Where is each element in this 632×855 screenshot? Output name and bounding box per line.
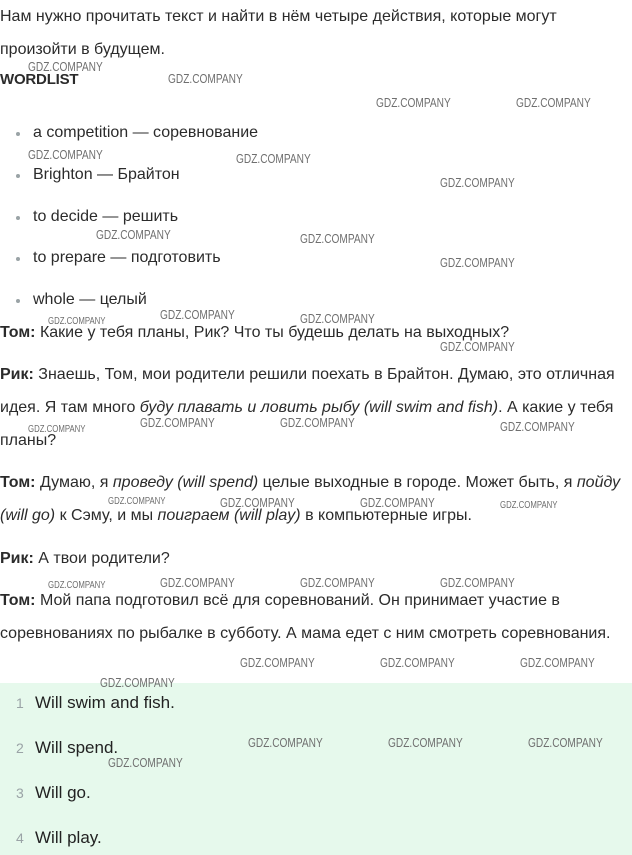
dialogue-line-rick-2 — [0, 542, 628, 575]
bullet-icon — [16, 132, 20, 136]
watermark: GDZ.COMPANY — [28, 424, 86, 435]
list-item-text: a competition — соревнование — [33, 124, 259, 141]
wordlist-heading: WORDLIST — [0, 71, 79, 88]
watermark: GDZ.COMPANY — [96, 227, 171, 242]
watermark: GDZ.COMPANY — [440, 255, 515, 270]
watermark: GDZ.COMPANY — [360, 495, 435, 510]
list-item-text: to decide — решить — [33, 208, 179, 225]
line-text: Мой папа подготовил всё для соревнований. Он принимает участие в соревнованиях по рыбалке в субботу. А мама едет с ним смотреть соревнования. — [0, 592, 611, 642]
watermark: GDZ.COMPANY — [48, 580, 106, 591]
watermark: GDZ.COMPANY — [280, 415, 355, 430]
watermark: GDZ.COMPANY — [300, 231, 375, 246]
watermark: GDZ.COMPANY — [140, 415, 215, 430]
watermark: GDZ.COMPANY — [440, 175, 515, 190]
future-phrase: поиграем (will play) — [157, 507, 301, 524]
watermark: GDZ.COMPANY — [300, 575, 375, 590]
watermark: GDZ.COMPANY — [28, 147, 103, 162]
line-text: А твои родители? — [33, 550, 170, 567]
dialogue-line-rick-1 — [0, 358, 628, 457]
bullet-icon — [16, 257, 20, 261]
watermark: GDZ.COMPANY — [380, 655, 455, 670]
speaker-label: Рик: — [0, 366, 34, 383]
watermark: GDZ.COMPANY — [48, 316, 106, 327]
answer-number: 1 — [16, 695, 24, 711]
watermark: GDZ.COMPANY — [240, 655, 315, 670]
watermark: GDZ.COMPANY — [500, 419, 575, 434]
answer-text: Will spend. — [35, 738, 119, 757]
watermark: GDZ.COMPANY — [108, 755, 183, 770]
answer-number: 4 — [16, 830, 24, 846]
speaker-label: Том: — [0, 474, 36, 491]
watermark: GDZ.COMPANY — [500, 500, 558, 511]
answer-text: Will swim and fish. — [35, 693, 175, 712]
line-text: . А какие у тебя планы? — [0, 399, 614, 449]
watermark: GDZ.COMPANY — [236, 151, 311, 166]
watermark: GDZ.COMPANY — [248, 735, 323, 750]
speaker-label: Том: — [0, 324, 36, 341]
watermark: GDZ.COMPANY — [520, 655, 595, 670]
watermark: GDZ.COMPANY — [220, 495, 295, 510]
bullet-icon — [16, 299, 20, 303]
watermark: GDZ.COMPANY — [516, 95, 591, 110]
dialogue-line-tom-2 — [0, 466, 628, 532]
answer-number: 2 — [16, 740, 24, 756]
line-text: Думаю, я — [35, 474, 113, 491]
list-item-text: Brighton — Брайтон — [33, 166, 180, 183]
watermark: GDZ.COMPANY — [160, 575, 235, 590]
watermark: GDZ.COMPANY — [440, 339, 515, 354]
watermark: GDZ.COMPANY — [160, 307, 235, 322]
answers-panel — [0, 683, 632, 855]
dialogue-line-tom-3 — [0, 584, 628, 650]
watermark: GDZ.COMPANY — [108, 496, 166, 507]
watermark: GDZ.COMPANY — [376, 95, 451, 110]
speaker-label: Том: — [0, 592, 36, 609]
list-item-text: whole — целый — [33, 291, 147, 308]
answer-text: Will go. — [35, 783, 91, 802]
future-phrase: пойду (will go) — [0, 474, 621, 524]
bullet-icon — [16, 216, 20, 220]
watermark: GDZ.COMPANY — [300, 311, 375, 326]
line-text: к Сэму, и мы — [55, 507, 158, 524]
line-text: целые выходные в городе. Может быть, я — [258, 474, 577, 491]
watermark: GDZ.COMPANY — [168, 71, 243, 86]
watermark: GDZ.COMPANY — [528, 735, 603, 750]
watermark: GDZ.COMPANY — [440, 575, 515, 590]
line-text: в компьютерные игры. — [300, 507, 472, 524]
watermark: GDZ.COMPANY — [100, 675, 175, 690]
future-phrase: проведу (will spend) — [112, 474, 259, 491]
answer-text: Will play. — [35, 828, 102, 847]
intro-text: Нам нужно прочитать текст и найти в нём четыре действия, которые могут произойти в будущем. — [0, 8, 557, 58]
list-item-text: to prepare — подготовить — [33, 249, 221, 266]
bullet-icon — [16, 174, 20, 178]
future-phrase: буду плавать и ловить рыбу (will swim and fish) — [139, 399, 499, 416]
line-text: Знаешь, Том, мои родители решили поехать в Брайтон. Думаю, это отличная идея. Я там много — [0, 366, 615, 416]
speaker-label: Рик: — [0, 550, 34, 567]
answer-number: 3 — [16, 785, 24, 801]
watermark: GDZ.COMPANY — [388, 735, 463, 750]
line-text: Какие у тебя планы, Рик? Что ты будешь делать на выходных? — [35, 324, 510, 341]
watermark: GDZ.COMPANY — [28, 59, 103, 74]
